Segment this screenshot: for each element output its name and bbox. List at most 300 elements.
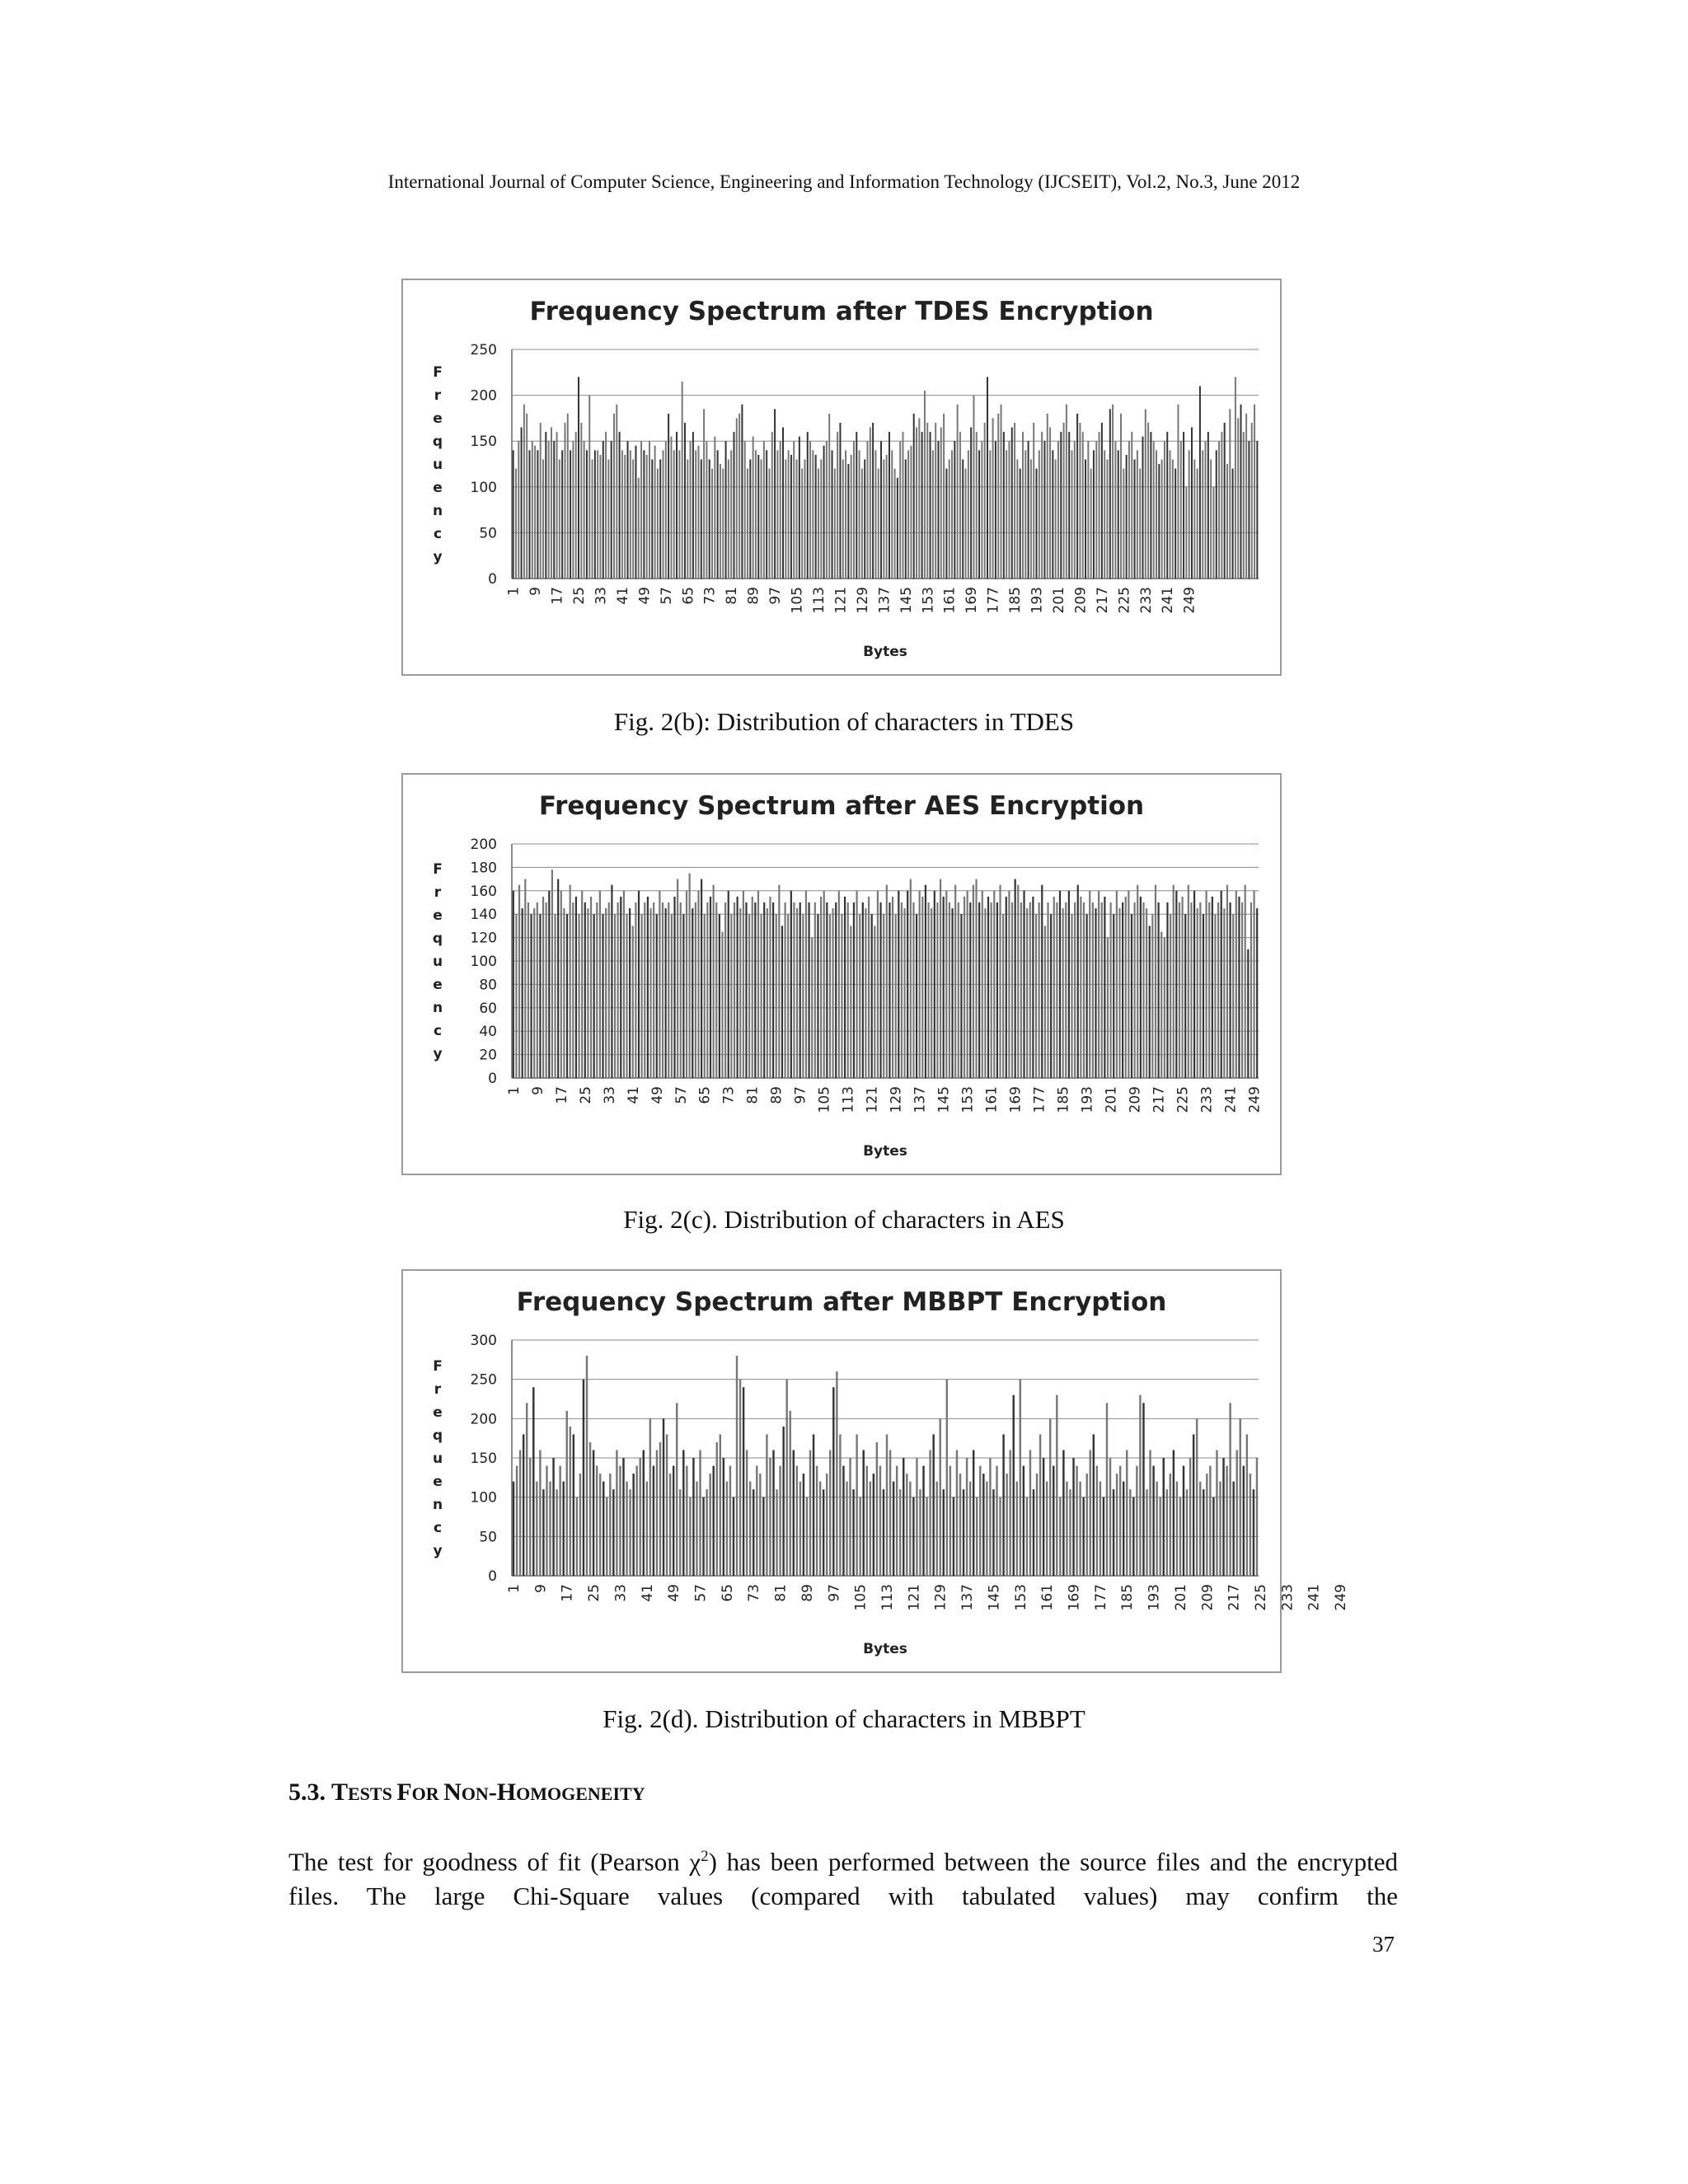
bar xyxy=(987,897,989,1078)
bar xyxy=(603,1482,604,1576)
bar xyxy=(617,902,619,1078)
bar xyxy=(1240,405,1242,579)
y-axis-label-letter: e xyxy=(433,977,443,993)
bar xyxy=(910,879,912,1078)
bar xyxy=(1134,902,1136,1078)
bar xyxy=(646,1482,648,1576)
chart-svg-tdes xyxy=(403,280,1280,674)
bar xyxy=(1074,902,1076,1078)
bar xyxy=(1179,1497,1181,1576)
bar xyxy=(687,459,688,579)
bar xyxy=(526,1403,528,1576)
bar xyxy=(907,891,908,1078)
bar xyxy=(733,1497,734,1576)
y-tick-label: 80 xyxy=(479,977,497,994)
bar xyxy=(726,1482,728,1576)
x-tick-label: 177 xyxy=(985,587,1002,614)
bar xyxy=(1145,409,1146,579)
bar xyxy=(846,1482,847,1576)
y-axis-label-letter: n xyxy=(432,503,443,519)
bar xyxy=(921,432,923,579)
bar xyxy=(975,879,977,1078)
bar xyxy=(781,926,783,1078)
x-tick-label: 161 xyxy=(983,1086,1001,1113)
bar xyxy=(1002,1434,1004,1576)
bar xyxy=(1062,1450,1064,1576)
bar xyxy=(1175,469,1176,579)
bar xyxy=(653,1466,654,1576)
bar xyxy=(690,441,692,579)
bar xyxy=(1057,441,1059,579)
bar xyxy=(1030,459,1032,579)
bar xyxy=(729,1466,731,1576)
bar xyxy=(659,459,661,579)
x-tick-label: 1 xyxy=(505,1086,523,1095)
section-title xyxy=(331,1779,645,1806)
bar xyxy=(594,450,596,579)
chi-square-superscript: 2 xyxy=(701,1848,709,1865)
bar xyxy=(1113,914,1114,1078)
bar xyxy=(552,1458,554,1576)
bar xyxy=(931,908,932,1078)
bar xyxy=(1128,441,1130,579)
bar xyxy=(736,1356,738,1576)
bar xyxy=(819,1482,821,1576)
bar xyxy=(757,455,759,579)
bar xyxy=(1068,891,1070,1078)
bar xyxy=(711,469,713,579)
bar xyxy=(820,459,822,579)
bar xyxy=(701,879,702,1078)
bar xyxy=(801,469,803,579)
bar xyxy=(1170,450,1171,579)
bar xyxy=(826,902,828,1078)
bar xyxy=(790,1411,791,1576)
bar xyxy=(523,405,525,579)
bar xyxy=(823,446,825,579)
bar xyxy=(1150,432,1151,579)
bar xyxy=(1152,1466,1154,1576)
x-tick-label: 113 xyxy=(879,1584,897,1611)
bar xyxy=(696,1482,697,1576)
bar xyxy=(978,902,980,1078)
bar xyxy=(1047,414,1048,579)
bar xyxy=(1090,1450,1091,1576)
body-line-1-end: ) has been performed between the source files and the xyxy=(708,1847,1288,1877)
bar xyxy=(689,1497,691,1576)
bar xyxy=(929,1450,931,1576)
bar xyxy=(970,428,972,579)
bar xyxy=(835,902,837,1078)
bar xyxy=(1095,908,1096,1078)
bar xyxy=(559,1466,560,1576)
bar xyxy=(626,1482,627,1576)
bar xyxy=(682,382,683,579)
bar xyxy=(874,450,876,579)
bar xyxy=(832,450,833,579)
x-tick-label: 105 xyxy=(789,587,806,614)
bar xyxy=(991,902,992,1078)
bar xyxy=(518,885,520,1078)
section-title-part: T xyxy=(331,1779,348,1806)
bar xyxy=(706,902,708,1078)
bar xyxy=(1006,1474,1007,1576)
bar xyxy=(965,469,967,579)
bar xyxy=(566,914,568,1078)
bar xyxy=(984,908,986,1078)
bar xyxy=(950,1466,951,1576)
bar xyxy=(886,1434,888,1576)
bar xyxy=(1109,1458,1111,1576)
bar xyxy=(916,1458,917,1576)
bar xyxy=(989,450,991,579)
bar xyxy=(1035,914,1037,1078)
y-axis-label-letter: r xyxy=(434,884,442,901)
x-tick-label: 89 xyxy=(768,1086,785,1104)
y-axis-label-letter: q xyxy=(432,930,443,947)
bar xyxy=(599,455,601,579)
x-tick-label: 169 xyxy=(1007,1086,1025,1113)
bar xyxy=(548,891,550,1078)
bar xyxy=(901,902,903,1078)
bar xyxy=(1196,1418,1198,1576)
bar xyxy=(782,428,784,579)
bar xyxy=(573,1434,574,1576)
bar xyxy=(1172,459,1174,579)
bar xyxy=(584,902,586,1078)
bar xyxy=(1158,464,1160,579)
bar xyxy=(921,897,923,1078)
bar xyxy=(673,1466,674,1576)
bar xyxy=(570,450,571,579)
bar xyxy=(992,1489,994,1576)
bar xyxy=(1155,885,1156,1078)
bar xyxy=(767,908,768,1078)
bar xyxy=(689,874,691,1079)
body-line-1-start: The test for goodness of fit (Pearson χ xyxy=(288,1847,701,1877)
y-axis-label-letter: e xyxy=(433,480,443,496)
bar xyxy=(1176,1482,1178,1576)
bar xyxy=(826,441,828,579)
x-tick-label: 129 xyxy=(932,1584,950,1611)
bar xyxy=(969,902,971,1078)
bar xyxy=(632,926,634,1078)
bar xyxy=(529,1458,531,1576)
bar xyxy=(963,1489,964,1576)
bar xyxy=(725,441,727,579)
bar xyxy=(799,437,800,579)
bar xyxy=(1229,1403,1231,1576)
bar xyxy=(1015,879,1016,1078)
y-axis-label-letter: c xyxy=(433,526,443,542)
bar xyxy=(852,1489,854,1576)
bar xyxy=(1137,885,1138,1078)
bar xyxy=(629,1489,631,1576)
bar xyxy=(746,1450,748,1576)
bar xyxy=(695,450,696,579)
bar xyxy=(1043,441,1045,579)
y-axis-label-letter: y xyxy=(433,1543,443,1559)
bar xyxy=(1100,1482,1101,1576)
bar xyxy=(859,1497,860,1576)
bar xyxy=(1052,450,1053,579)
bar xyxy=(539,914,541,1078)
x-tick-label: 89 xyxy=(799,1584,816,1602)
x-tick-label: 209 xyxy=(1072,587,1090,614)
x-tick-label: 169 xyxy=(1066,1584,1083,1611)
bar xyxy=(1203,1489,1204,1576)
bar xyxy=(918,418,920,579)
x-tick-label: 233 xyxy=(1279,1584,1296,1611)
bar xyxy=(903,432,904,579)
bar xyxy=(807,432,809,579)
bar xyxy=(1119,1466,1121,1576)
bar xyxy=(539,1450,541,1576)
bar xyxy=(959,432,961,579)
x-tick-label: 185 xyxy=(1007,587,1025,614)
figure-caption-tdes: Fig. 2(b): Distribution of characters in TDES xyxy=(613,707,1075,736)
bar xyxy=(682,914,684,1078)
bar xyxy=(862,902,864,1078)
bar xyxy=(657,469,659,579)
bar xyxy=(581,891,583,1078)
bar xyxy=(677,879,678,1078)
bar xyxy=(1136,1466,1137,1576)
x-tick-label: 241 xyxy=(1306,1584,1323,1611)
bar xyxy=(999,885,1001,1078)
bar xyxy=(818,469,819,579)
bar xyxy=(709,1474,710,1576)
x-tick-label: 249 xyxy=(1181,587,1198,614)
x-tick-label: 201 xyxy=(1050,587,1067,614)
bar xyxy=(1132,1497,1134,1576)
bar xyxy=(1245,414,1247,579)
x-tick-label: 137 xyxy=(959,1584,977,1611)
bar xyxy=(551,869,553,1078)
bar xyxy=(859,450,860,579)
bar xyxy=(1116,891,1118,1078)
bar xyxy=(1066,405,1067,579)
bar xyxy=(799,902,801,1078)
x-tick-label: 161 xyxy=(941,587,959,614)
figure-tdes-chart xyxy=(401,279,1282,676)
bar xyxy=(1164,441,1165,579)
bar xyxy=(603,441,604,579)
bar xyxy=(973,396,974,579)
x-tick-label: 113 xyxy=(840,1086,857,1113)
bar xyxy=(766,1434,767,1576)
bar xyxy=(1163,1458,1165,1576)
bar xyxy=(837,432,838,579)
bar xyxy=(722,469,724,579)
y-tick-label: 50 xyxy=(479,1529,497,1546)
bar xyxy=(1046,1482,1048,1576)
bar xyxy=(940,428,942,579)
x-tick-label: 81 xyxy=(744,1086,762,1104)
bar xyxy=(1193,891,1195,1078)
bar xyxy=(859,914,860,1078)
section-title-part: F xyxy=(396,1779,412,1806)
y-tick-label: 300 xyxy=(470,1333,497,1349)
bar xyxy=(587,908,588,1078)
bar xyxy=(842,459,844,579)
y-tick-label: 150 xyxy=(470,434,497,451)
bar xyxy=(1232,914,1234,1078)
bar xyxy=(1199,1482,1201,1576)
bar xyxy=(1216,1450,1217,1576)
bar xyxy=(993,891,995,1078)
bar xyxy=(1256,908,1258,1078)
bar xyxy=(730,450,732,579)
bar xyxy=(850,926,851,1078)
bar xyxy=(1232,469,1234,579)
bar xyxy=(987,377,988,579)
bar xyxy=(1082,1497,1084,1576)
bar xyxy=(749,459,751,579)
bar xyxy=(622,1458,624,1576)
section-number: 5.3. xyxy=(288,1779,326,1806)
bar xyxy=(656,1450,658,1576)
bar xyxy=(1241,902,1243,1078)
x-tick-label: 25 xyxy=(577,1086,594,1104)
bar xyxy=(1140,897,1142,1078)
bar xyxy=(1147,423,1149,579)
bar xyxy=(796,459,798,579)
bar xyxy=(861,469,863,579)
y-tick-label: 120 xyxy=(470,930,497,947)
bar xyxy=(537,902,538,1078)
bar xyxy=(883,459,884,579)
bar xyxy=(643,1450,645,1576)
bar xyxy=(849,1458,851,1576)
bar xyxy=(728,891,729,1078)
bar xyxy=(1009,1450,1010,1576)
y-tick-label: 100 xyxy=(470,954,497,970)
bar xyxy=(1170,1474,1171,1576)
bar xyxy=(856,891,857,1078)
bar xyxy=(1029,1450,1031,1576)
bar xyxy=(780,441,781,579)
bar xyxy=(668,902,669,1078)
bar xyxy=(790,455,792,579)
x-tick-label: 89 xyxy=(745,587,762,605)
x-tick-label: 9 xyxy=(528,587,545,596)
bar xyxy=(809,1450,811,1576)
bar xyxy=(895,914,897,1078)
bar xyxy=(1110,902,1112,1078)
bar xyxy=(593,1450,594,1576)
bar xyxy=(559,459,560,579)
bar xyxy=(899,1489,901,1576)
bar xyxy=(932,450,934,579)
bar xyxy=(743,891,744,1078)
bar xyxy=(1170,914,1171,1078)
bar xyxy=(936,902,938,1078)
bar xyxy=(1022,432,1024,579)
bar xyxy=(1002,914,1004,1078)
bar xyxy=(1199,386,1201,579)
bar xyxy=(627,441,629,579)
bar xyxy=(605,908,607,1078)
bar xyxy=(1120,414,1122,579)
bar xyxy=(1101,423,1103,579)
bar xyxy=(774,409,776,579)
bar xyxy=(1158,902,1160,1078)
bar xyxy=(1025,450,1026,579)
section-title-part: OR xyxy=(411,1783,444,1804)
bar xyxy=(567,414,569,579)
y-tick-label: 150 xyxy=(470,1451,497,1467)
bar xyxy=(1080,897,1081,1078)
bar xyxy=(665,441,667,579)
bar xyxy=(542,897,544,1078)
bar xyxy=(1055,459,1057,579)
bar xyxy=(1236,891,1237,1078)
bar xyxy=(1175,891,1177,1078)
x-tick-label: 153 xyxy=(920,587,937,614)
bar xyxy=(592,459,593,579)
bar xyxy=(973,885,974,1078)
bar xyxy=(945,469,947,579)
figure-caption-aes: Fig. 2(c). Distribution of characters in AES xyxy=(623,1205,1065,1234)
bar xyxy=(653,902,654,1078)
bar xyxy=(1023,1466,1025,1576)
figure-aes-chart xyxy=(401,773,1282,1175)
bar xyxy=(803,1474,804,1576)
bar xyxy=(1131,432,1132,579)
bar xyxy=(1149,1450,1151,1576)
bar xyxy=(976,432,978,579)
bar xyxy=(719,914,720,1078)
bar xyxy=(873,1474,874,1576)
bar xyxy=(897,478,898,579)
x-tick-label: 153 xyxy=(1012,1584,1029,1611)
bar xyxy=(785,459,786,579)
bar xyxy=(1223,908,1225,1078)
bar xyxy=(1188,885,1189,1078)
y-axis-label-letter: e xyxy=(433,410,443,427)
bar xyxy=(856,432,857,579)
bar xyxy=(806,1497,808,1576)
x-tick-label: 137 xyxy=(912,1086,929,1113)
bar xyxy=(1085,459,1086,579)
bar xyxy=(673,450,675,579)
x-axis-label: Bytes xyxy=(863,1641,907,1657)
bar xyxy=(1023,891,1025,1078)
bar xyxy=(886,885,888,1078)
bar xyxy=(759,1474,761,1576)
bar xyxy=(717,450,719,579)
y-tick-label: 200 xyxy=(470,837,497,853)
bar xyxy=(523,1434,524,1576)
bar xyxy=(934,891,935,1078)
bar xyxy=(847,902,849,1078)
bar xyxy=(1116,1474,1118,1576)
bar xyxy=(959,1474,961,1576)
bar xyxy=(979,1466,981,1576)
bar xyxy=(832,1387,834,1576)
x-tick-label: 25 xyxy=(571,587,588,605)
x-tick-label: 41 xyxy=(639,1584,656,1602)
x-tick-label: 73 xyxy=(720,1086,738,1104)
bar xyxy=(937,441,939,579)
bar xyxy=(769,1458,771,1576)
x-tick-label: 57 xyxy=(692,1584,710,1602)
bar xyxy=(1142,902,1144,1078)
bar xyxy=(776,914,777,1078)
bar xyxy=(578,914,579,1078)
bar xyxy=(940,1418,941,1576)
